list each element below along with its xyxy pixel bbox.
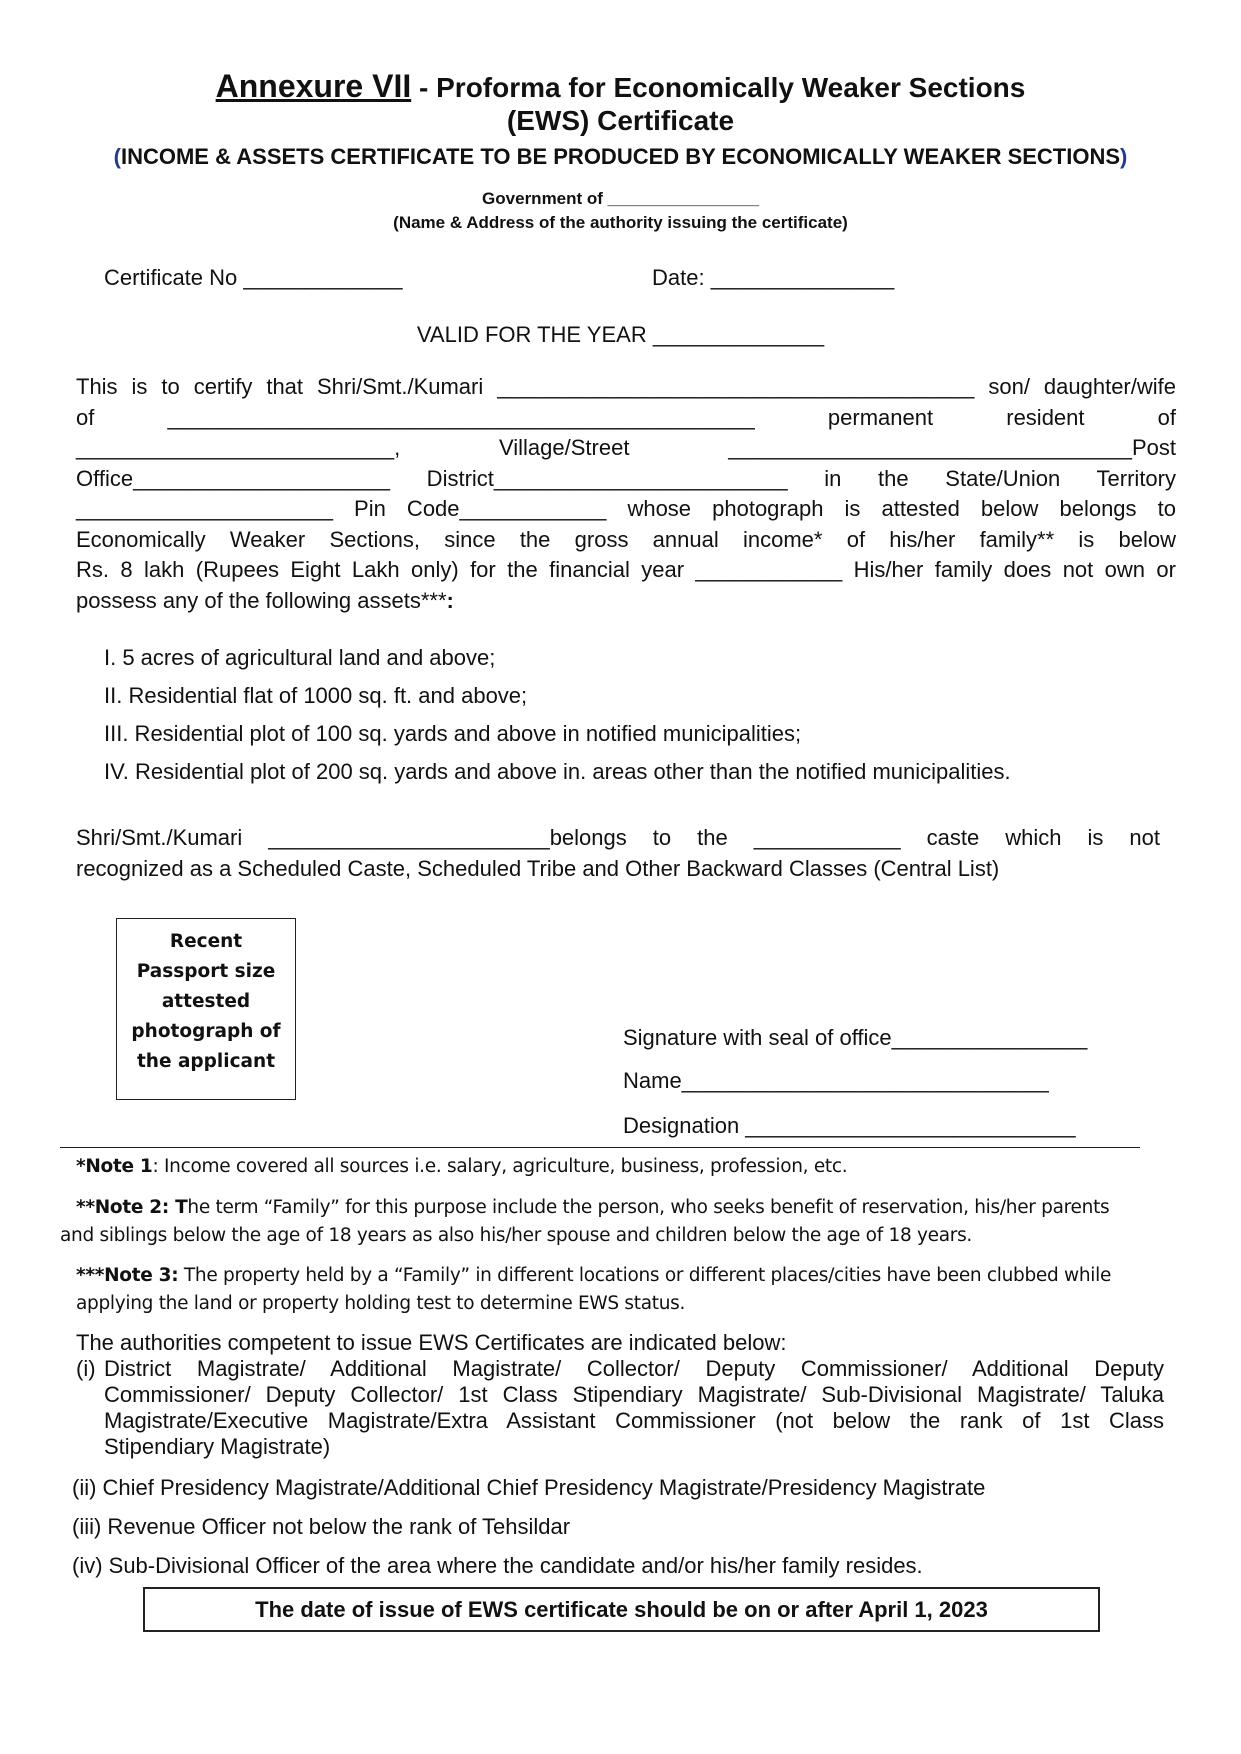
assets-list [104,643,1011,795]
name-field: Name______________________________ [623,1068,1049,1093]
note-2: **Note 2: The term “Family” for this purpose include the person, who seeks benefit of reservation, his/her parents and siblings below the age of 18 years as also his/her spouse and children below the age of 18 years. [60,1197,1110,1246]
annexure-label: Annexure VII [215,68,412,104]
note-3: ***Note 3: The property held by a “Family” in different locations or different places/cities have been clubbed while applying the land or property holding test to determine EWS status. [76,1265,1112,1314]
government-of-field: Government of ________________ [482,189,759,208]
list-item: I. 5 acres of agricultural land and above; [104,645,496,670]
caste-paragraph [76,823,1160,884]
designation-field: Designation ___________________________ [623,1113,1076,1138]
title-text: - Proforma for Economically Weaker Sections [411,72,1026,103]
certify-paragraph [76,372,1176,616]
subheading: (INCOME & ASSETS CERTIFICATE TO BE PRODUCED BY ECONOMICALLY WEAKER SECTIONS) [113,144,1128,169]
title-line-2: (EWS) Certificate [506,105,735,136]
certify-line-last: possess any of the following assets***: [76,587,454,613]
note-1: *Note 1: Income covered all sources i.e. salary, agriculture, business, profession, etc. [76,1156,848,1177]
authority-note: (Name & Address of the authority issuing the certificate) [393,213,848,232]
authority-item-iii: (iii) Revenue Officer not below the rank of Tehsildar [72,1514,571,1539]
caste-line: Shri/Smt./Kumari _______________________belongs to the ____________ caste which is not [76,825,1160,850]
divider [60,1147,1140,1148]
authorities-intro: The authorities competent to issue EWS Certificates are indicated below: [76,1330,787,1355]
signature-field: Signature with seal of office________________ [623,1025,1088,1050]
valid-year-field: VALID FOR THE YEAR ______________ [416,322,825,347]
authority-item-ii: (ii) Chief Presidency Magistrate/Additional Chief Presidency Magistrate/Presidency Magistrate [72,1475,986,1500]
list-item: III. Residential plot of 100 sq. yards and above in notified municipalities; [104,721,802,746]
certify-line: of ________________________________________________ permanent resident of [76,404,1176,430]
photo-placeholder: Recent Passport size attested photograph of the applicant [116,918,296,1100]
authority-item-iv: (iv) Sub-Divisional Officer of the area where the candidate and/or his/her family resides. [72,1553,923,1578]
caste-line: recognized as a Scheduled Caste, Scheduled Tribe and Other Backward Classes (Central List) [76,855,1000,881]
authority-item-i: (i) District Magistrate/ Additional Magistrate/ Collector/ Deputy Commissioner/ Additional Deputy Commissioner/ Deputy Collector/ 1st Class Stipendiary Magistrate/ Sub-Divisional Magistrate/ Taluka Magistrate/Executive Magistrate/Extra Assistant Commissioner (not below the rank of 1st Class Stipendiary Magistrate) [76,1356,1164,1459]
date-field: Date: _______________ [652,265,895,290]
certify-line: __________________________, Village/Street _________________________________Post [76,435,1176,460]
list-item: II. Residential flat of 1000 sq. ft. and above; [104,683,528,708]
certify-line: _____________________ Pin Code____________ whose photograph is attested below belongs to [76,496,1176,521]
issue-date-notice: The date of issue of EWS certificate should be on or after April 1, 2023 [143,1587,1100,1632]
certify-line: Economically Weaker Sections, since the gross annual income* of his/her family** is below [76,526,1176,552]
certify-line: This is to certify that Shri/Smt./Kumari _______________________________________ son/ daughter/wife [76,374,1176,399]
certificate-no-field: Certificate No _____________ [104,265,403,290]
list-item: IV. Residential plot of 200 sq. yards and above in. areas other than the notified municipalities. [104,759,1011,784]
certify-line: Rs. 8 lakh (Rupees Eight Lakh only) for the financial year ____________ His/her family does not own or [76,557,1176,582]
page-title [0,70,1241,104]
certify-line: Office_____________________ District________________________ in the State/Union Territory [76,465,1176,491]
